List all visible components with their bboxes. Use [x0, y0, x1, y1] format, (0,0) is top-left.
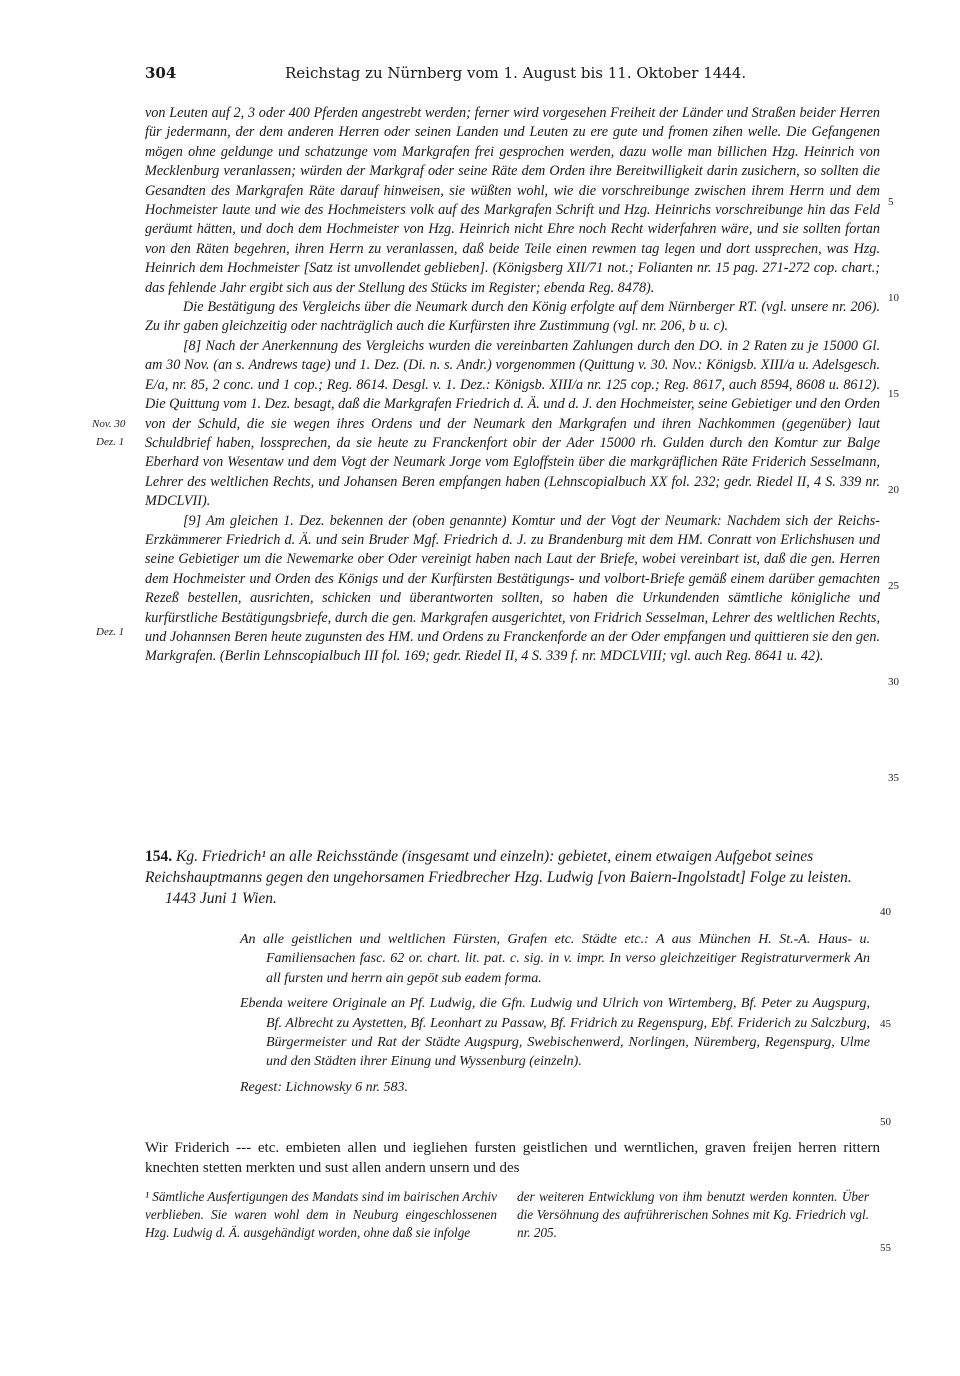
line-number: 40	[880, 906, 891, 918]
document-text-start: Wir Friderich --- etc. embieten allen und iegliehen fursten geistlichen und werntlichen, graven freijen herren rittern knechten stetten merkten und sust allen andern unsern und des	[145, 1140, 880, 1176]
margin-date: Nov. 30	[92, 418, 126, 430]
source-apparatus	[240, 930, 870, 1103]
document-entry-heading	[145, 846, 880, 909]
entry-heading: Kg. Friedrich¹ an alle Reichsstände (insgesamt und einzeln): gebietet, einem etwaigen Aufgebot seines Reichshauptmanns gegen den ungehorsamen Friedbrecher Hzg. Ludwig [von Baiern-Ingolstadt] Folge zu leisten.	[145, 848, 852, 886]
page-number: 304	[145, 64, 177, 82]
margin-date: Dez. 1	[96, 436, 125, 448]
line-number: 5	[888, 196, 894, 208]
line-number: 55	[880, 1242, 891, 1254]
paragraph-8: [8] Nach der Anerkennung des Vergleichs wurden die vereinbarten Zahlungen durch den DO. in 2 Raten zu je 15000 Gl. am 30 Nov. (an s. Andrews tage) und 1. Dez. (Di. n. s. Andr.) vorgenommen (Quittung v. 30. Nov.: Königsb. XIII/a u. Adelsgesch. E/a, nr. 85, 2 conc. und 1 cop.; Reg. 8614. Desgl. v. 1. Dez.: Königsb. XIII/a nr. 125 cop.; Reg. 8617, auch 8594, 8608 u. 8612). Die Quittung vom 1. Dez. besagt, daß die Markgrafen Friedrich d. Ä. und d. J. den Hochmeister, seine Gebietiger und den Orden von der Schuld, die sie wegen ihres Ordens und der Neumark den Markgrafen und ihren Nachkommen (gegenüber) laut Schuldbrief haben, lossprechen, da sie heute zu Franckenfort obir der Ader 15000 rh. Gulden durch den Komtur zur Balge Eberhard von Wesentaw und dem Vogt der Neumark Jorge vom Egloffstein über die markgräflichen Räte Friderich Sesselmann, Lehrer des weltlichen Rechts, und Johansen Beren empfangen haben (Lehnscopialbuch XX fol. 232; gedr. Riedel II, 4 S. 339 nr. MDCLVII).	[145, 337, 880, 510]
margin-date: Dez. 1	[96, 626, 125, 638]
footnote-right-column: der weiteren Entwicklung von ihm benutzt werden konnten. Über die Versöhnung des aufrührerischen Sohnes mit Kg. Friedrich vgl. nr. 205.	[517, 1189, 869, 1240]
paragraph-continuation: von Leuten auf 2, 3 oder 400 Pferden angestrebt werden; ferner wird vorgesehen Freiheit der Länder und Straßen beider Herren für jedermann, der dem anderen Herren oder seinen Landen und Leuten zu ere gute und fromen zihen welle. Die Gefangenen mögen ohne geldunge und schatzunge vom Markgrafen frei gesprochen werden, dazu wolle man billichen Hzg. Heinrich von Mecklenburg veranlassen; würden der Markgraf oder seine Räte dem Orden ihre Bereitwilligkeit darin zusichern, so sollten die Gesandten des Markgrafen Räte darauf hinweisen, sie wüßten wohl, wie die vorschreibunge zwischen ihrem Herrn und dem Hochmeister laute und wie des Hochmeisters volk auf des Markgrafen Schrift und Hzg. Heinrichs vorschreibunge hin das Feld geräumt hätten, und doch dem Hochmeister von Hzg. Heinrich nicht Ehre noch Recht widerfahren wäre, und sie sollten fortan von den Räten begehren, ihren Herrn zu veranlassen, daß beide Teile einen rewmen tag legen und dort ussprechen, was Hzg. Heinrich dem Hochmeister [Satz ist unvollendet geblieben]. (Königsberg XII/71 not.; Folianten nr. 15 pag. 271-272 cop. chart.; das fehlende Jahr ergibt sich aus der Stellung des Stücks im Register; ebenda Reg. 8478).	[145, 105, 880, 296]
footnote-left-column: ¹ Sämtliche Ausfertigungen des Mandats sind im bairischen Archiv verblieben. Sie waren wohl dem in Neuburg eingeschlossenen Hzg. Ludwig d. Ä. ausgehändigt worden, ohne daß sie infolge	[145, 1189, 497, 1240]
entry-date: 1443 Juni 1 Wien.	[165, 890, 277, 907]
main-text	[145, 104, 880, 667]
line-number: 30	[888, 676, 899, 688]
paragraph-9: [9] Am gleichen 1. Dez. bekennen der (oben genannte) Komtur und der Vogt der Neumark: Nachdem sich der Reichs-Erzkämmerer Friedrich d. Ä. und sein Bruder Mgf. Friedrich d. J. zu Brandenburg mit dem HM. Conratt von Erlichshusen und seine Gebietiger um die Newemarke ober Oder vereinigt haben nach Laut der Briefe, wobei vereinbart ist, daß die gen. Herren dem Hochmeister und Orden des Königs und der Kurfürsten Bestätigungs- und volbort-Briefe gemäß einem darüber gemachten Rezeß bestellen, ausrichten, schicken und überantworten sollten, so haben die Urkundenden sämtliche königliche und kurfürstliche Bestätigungsbriefe, durch die gen. Markgrafen ausgerichtet, von Fridrich Sesselman, Lehrer des weltlichen Rechts, und Johannsen Beren heute zugunsten des HM. und Ordens zu Franckenforde an der Oder empfangen und quittieren sie den gen. Markgrafen. (Berlin Lehnscopialbuch III fol. 169; gedr. Riedel II, 4 S. 339 f. nr. MDCLVIII; vgl. auch Reg. 8641 u. 42).	[145, 512, 880, 665]
running-title: Reichstag zu Nürnberg vom 1. August bis 11. Oktober 1444.	[285, 64, 747, 82]
running-header	[145, 64, 880, 88]
paragraph-confirmation: Die Bestätigung des Vergleichs über die Neumark durch den König erfolgte auf dem Nürnberger RT. (vgl. unsere nr. 206). Zu ihr gaben gleichzeitig oder nachträglich auch die Kurfürsten ihre Zustimmung (vgl. nr. 206, b u. c).	[145, 299, 880, 335]
line-number: 25	[888, 580, 899, 592]
source-entry: Regest: Lichnowsky 6 nr. 583.	[240, 1079, 408, 1095]
line-number: 45	[880, 1018, 891, 1030]
line-number: 15	[888, 388, 899, 400]
line-number: 35	[888, 772, 899, 784]
line-number: 50	[880, 1116, 891, 1128]
source-entry: Ebenda weitere Originale an Pf. Ludwig, die Gfn. Ludwig und Ulrich von Wirtemberg, Bf. Peter zu Augspurg, Bf. Albrecht zu Aystetten, Bf. Leonhart zu Passaw, Bf. Fridrich zu Regenspurg, Ebf. Friderich zu Salczburg, Bürgermeister und Rat der Städte Augspurg, Swebischenwerd, Norlingen, Nüremberg, Regenspurg, Ulme und den Städten ihrer Einung und Wyssenburg (einzeln).	[240, 996, 870, 1070]
entry-number: 154.	[145, 848, 173, 865]
line-number: 10	[888, 292, 899, 304]
line-number: 20	[888, 484, 899, 496]
source-entry: An alle geistlichen und weltlichen Fürsten, Grafen etc. Städte etc.: A aus München H. St.-A. Haus- u. Familiensachen fasc. 62 or. chart. lit. pat. c. sig. in v. impr. In verso gleichzeitiger Registraturvermerk An all fursten und herrn ain gepöt sub eadem forma.	[240, 932, 870, 986]
